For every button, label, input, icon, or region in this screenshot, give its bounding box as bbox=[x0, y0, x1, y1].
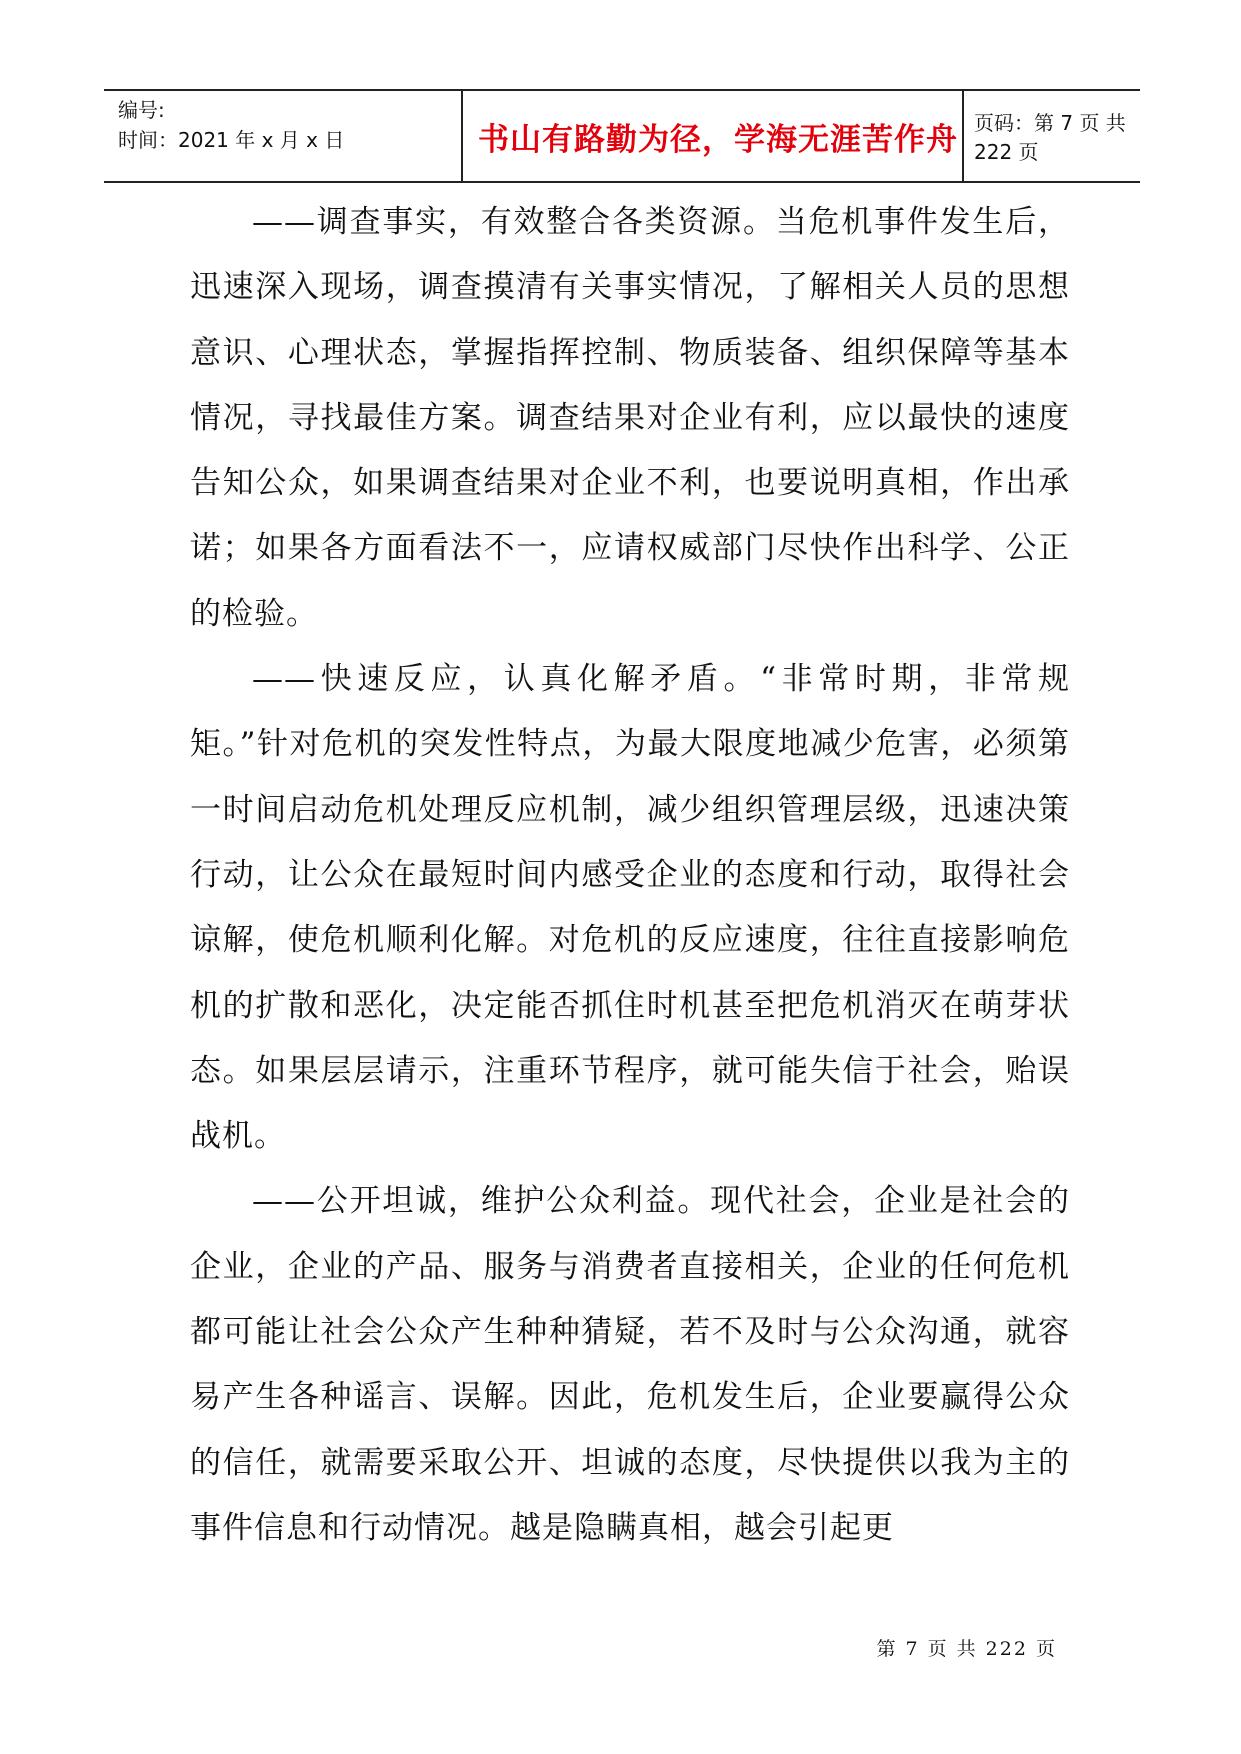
page-footer: 第 7 页 共 222 页 bbox=[876, 1638, 1057, 1660]
header-motto: 书山有路勤为径，学海无涯苦作舟 bbox=[478, 121, 958, 158]
header-divider-left bbox=[461, 91, 463, 181]
paragraph-rapid-response: ——快速反应，认真化解矛盾。“非常时期，非常规矩。”针对危机的突发性特点，为最大限度地减少危害，必须第一时间启动危机处理反应机制，减少组织管理层级，迅速决策行动，让公众在最短时间内感受企业的态度和行动，取得社会谅解，使危机顺利化解。对危机的反应速度，往往直接影响危机的扩散和恶化，决定能否抓住时机甚至把危机消灭在萌芽状态。如果层层请示，注重环节程序，就可能失信于社会，贻误战机。 bbox=[190, 661, 1070, 1155]
header-meta bbox=[118, 95, 458, 155]
header-page-code: 页码：第 7 页 共 222 页 bbox=[974, 111, 1126, 164]
document-body bbox=[190, 190, 1070, 1561]
header-number-label: 编号: bbox=[118, 98, 165, 122]
paragraph-investigate-facts: ——调查事实，有效整合各类资源。当危机事件发生后，迅速深入现场，调查摸清有关事实情况，了解相关人员的思想意识、心理状态，掌握指挥控制、物质装备、组织保障等基本情况，寻找最佳方案。调查结果对企业有利，应以最快的速度告知公众，如果调查结果对企业不利，也要说明真相，作出承诺；如果各方面看法不一，应请权威部门尽快作出科学、公正的检验。 bbox=[190, 204, 1070, 632]
document-header bbox=[104, 89, 1140, 183]
header-divider-right bbox=[962, 91, 964, 181]
paragraph-openness: ——公开坦诚，维护公众利益。现代社会，企业是社会的企业，企业的产品、服务与消费者直接相关，企业的任何危机都可能让社会公众产生种种猜疑，若不及时与公众沟通，就容易产生各种谣言、误解。因此，危机发生后，企业要赢得公众的信任，就需要采取公开、坦诚的态度，尽快提供以我为主的事件信息和行动情况。越是隐瞒真相，越会引起更 bbox=[190, 1183, 1070, 1546]
header-time-label: 时间：2021 年 x 月 x 日 bbox=[118, 128, 345, 152]
